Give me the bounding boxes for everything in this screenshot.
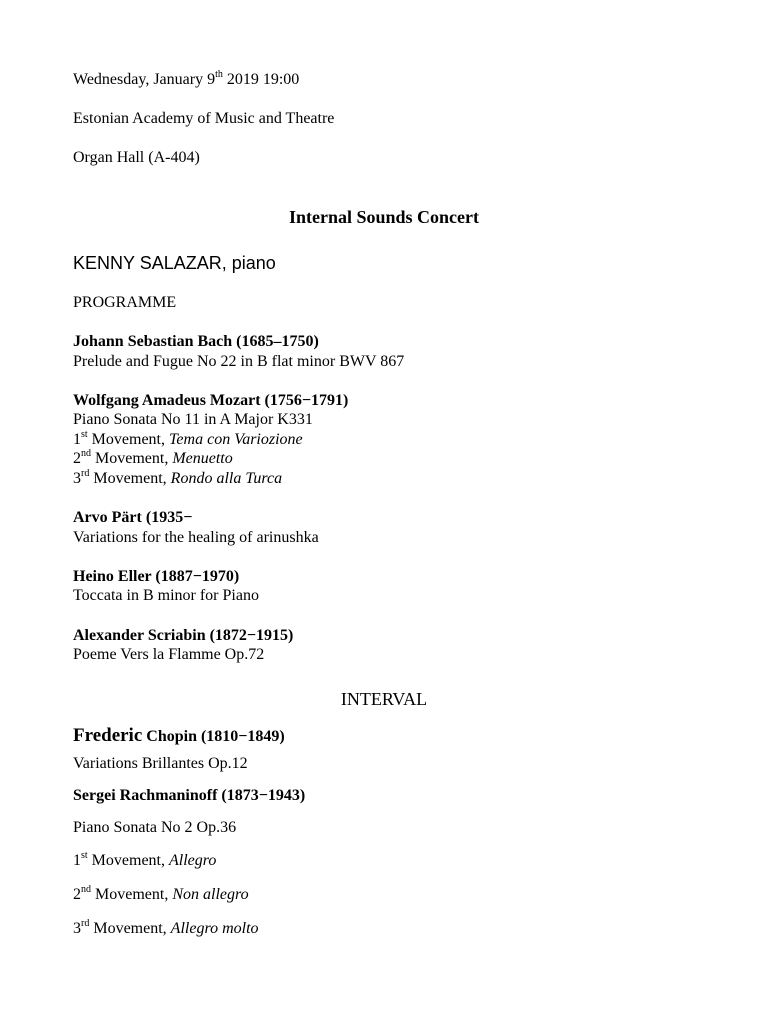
eller-composer: Heino Eller (1887−1970) bbox=[73, 568, 240, 585]
movement-number: 1 bbox=[73, 852, 81, 869]
movement-ordinal: rd bbox=[81, 468, 90, 479]
rachmaninoff-composer: Sergei Rachmaninoff (1873−1943) bbox=[73, 787, 306, 804]
date-suffix: th bbox=[215, 69, 223, 80]
rachmaninoff-work: Piano Sonata No 2 Op.36 bbox=[73, 819, 237, 836]
chopin-composer-rest: Chopin (1810−1849) bbox=[142, 728, 285, 745]
movement-ordinal: st bbox=[81, 850, 88, 861]
concert-title: Internal Sounds Concert bbox=[288, 207, 480, 227]
mozart-work: Piano Sonata No 11 in A Major K331 bbox=[73, 411, 313, 428]
movement-ordinal: rd bbox=[81, 918, 90, 929]
part-work: Variations for the healing of arinushka bbox=[73, 529, 319, 546]
movement-name: Rondo alla Turca bbox=[170, 470, 283, 487]
movement-name: Non allegro bbox=[172, 886, 249, 903]
movement-number: 2 bbox=[73, 450, 81, 467]
movement-ordinal: st bbox=[81, 429, 88, 440]
mozart-composer: Wolfgang Amadeus Mozart (1756−1791) bbox=[73, 392, 349, 409]
movement-number: 1 bbox=[73, 431, 81, 448]
movement-label: Movement, bbox=[89, 470, 171, 487]
rachmaninoff-movement-1 bbox=[73, 851, 216, 871]
movement-number: 3 bbox=[73, 920, 81, 937]
movement-label: Movement, bbox=[91, 886, 173, 903]
movement-label: Movement, bbox=[91, 450, 173, 467]
mozart-movement-2 bbox=[73, 449, 233, 469]
movement-name: Menuetto bbox=[172, 450, 233, 467]
rachmaninoff-movement-2 bbox=[73, 885, 249, 905]
movement-label: Movement, bbox=[89, 920, 171, 937]
mozart-movement-3 bbox=[73, 469, 282, 489]
movement-ordinal: nd bbox=[81, 448, 91, 459]
date-prefix: Wednesday, January 9 bbox=[73, 71, 216, 88]
movement-label: Movement, bbox=[87, 431, 169, 448]
movement-name: Allegro molto bbox=[170, 920, 259, 937]
bach-work: Prelude and Fugue No 22 in B flat minor BWV 867 bbox=[73, 353, 405, 370]
part-composer: Arvo Pärt (1935− bbox=[73, 509, 193, 526]
chopin-work: Variations Brillantes Op.12 bbox=[73, 755, 248, 772]
bach-composer: Johann Sebastian Bach (1685–1750) bbox=[73, 333, 319, 350]
movement-name: Allegro bbox=[169, 852, 217, 869]
rachmaninoff-movement-3 bbox=[73, 919, 259, 939]
chopin-composer bbox=[73, 725, 285, 748]
movement-name: Tema con Variozione bbox=[169, 431, 303, 448]
venue: Estonian Academy of Music and Theatre bbox=[73, 110, 335, 127]
scriabin-composer: Alexander Scriabin (1872−1915) bbox=[73, 627, 294, 644]
scriabin-work: Poeme Vers la Flamme Op.72 bbox=[73, 646, 265, 663]
programme-label: PROGRAMME bbox=[73, 294, 177, 311]
movement-number: 2 bbox=[73, 886, 81, 903]
date-rest: 2019 19:00 bbox=[222, 71, 300, 88]
movement-label: Movement, bbox=[87, 852, 169, 869]
movement-ordinal: nd bbox=[81, 884, 91, 895]
eller-work: Toccata in B minor for Piano bbox=[73, 587, 259, 604]
interval-heading: INTERVAL bbox=[340, 689, 428, 709]
chopin-first-name: Frederic bbox=[73, 725, 143, 746]
mozart-movement-1 bbox=[73, 430, 303, 450]
performer: KENNY SALAZAR, piano bbox=[73, 253, 276, 273]
movement-number: 3 bbox=[73, 470, 81, 487]
hall: Organ Hall (A-404) bbox=[73, 149, 200, 166]
concert-date bbox=[73, 70, 299, 90]
